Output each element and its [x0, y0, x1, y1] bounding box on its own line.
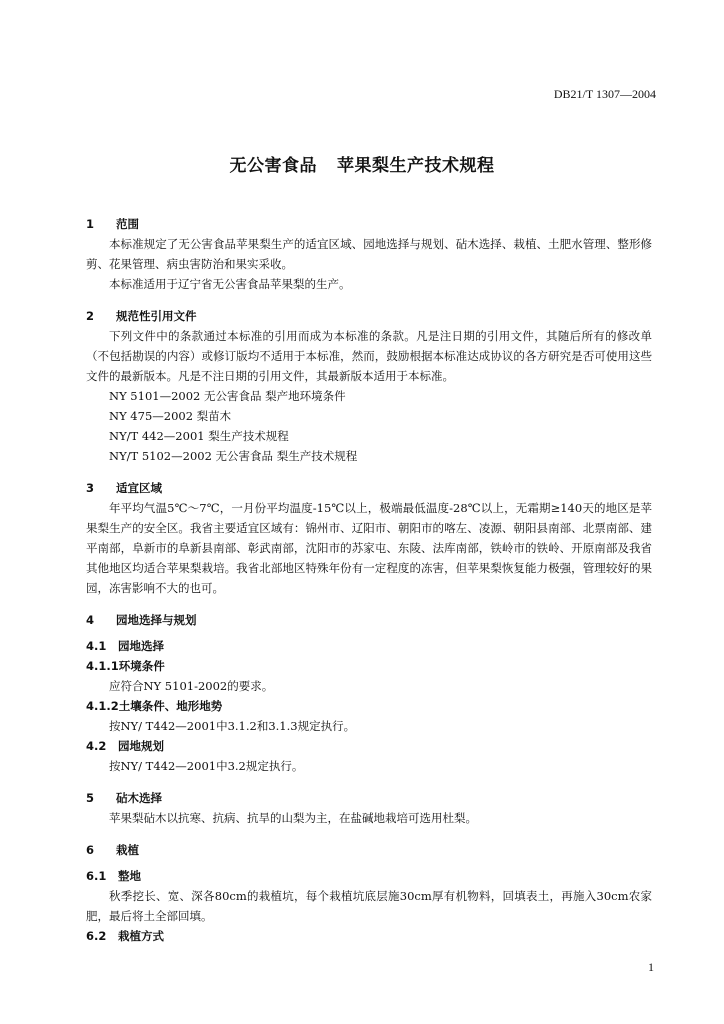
document-title [0, 151, 724, 176]
paragraph: 年平均气温5℃～7℃，一月份平均温度-15℃以上，极端最低温度-28℃以上，无霜期≥140天的地区是苹果梨生产的安全区。我省主要适宜区域有：锦州市、辽阳市、朝阳市的喀左、凌源、朝阳县南部、北票南部、建平南部，阜新市的阜新县南部、彰武南部，沈阳市的苏家屯、东陵、法库南部，铁岭市的铁岭、开原南部及我省其他地区均适合苹果梨栽培。我省北部地区特殊年份有一定程度的冻害，但苹果梨恢复能力极强，管理较好的果园，冻害影响不大的也可。 [86, 501, 652, 595]
paragraph: 苹果梨砧木以抗寒、抗病、抗旱的山梨为主，在盐碱地栽培可选用杜梨。 [109, 811, 477, 825]
subsection-title: 整地 [118, 869, 141, 883]
standard-number: DB21/T 1307—2004 [553, 87, 656, 101]
subsection-heading [86, 926, 652, 946]
section-title: 砧木选择 [116, 791, 162, 805]
section-heading [86, 306, 652, 326]
section-title: 范围 [116, 217, 139, 231]
subsection-heading [86, 656, 652, 676]
subsection-number: 4.1.2 [86, 699, 119, 713]
subsection-heading [86, 736, 652, 756]
document-body [86, 208, 652, 946]
section-number: 3 [86, 481, 95, 495]
paragraph: 应符合NY 5101-2002的要求。 [109, 679, 274, 693]
subsection-heading [86, 866, 652, 886]
subsection-number: 4.1 [86, 639, 107, 653]
paragraph: 按NY/ T442—2001中3.2规定执行。 [109, 759, 304, 773]
section-heading [86, 214, 652, 234]
section-heading [86, 840, 652, 860]
paragraph: 按NY/ T442—2001中3.1.2和3.1.3规定执行。 [109, 719, 356, 733]
section-heading [86, 788, 652, 808]
reference-item: NY 5101—2002 无公害食品 梨产地环境条件 [109, 389, 346, 403]
title-part2: 苹果梨生产技术规程 [337, 156, 495, 176]
section-number: 4 [86, 613, 95, 627]
reference-item: NY 475—2002 梨苗木 [109, 409, 232, 423]
reference-item: NY/T 5102—2002 无公害食品 梨生产技术规程 [109, 449, 358, 463]
section-heading [86, 610, 652, 630]
section-title: 适宜区域 [116, 481, 162, 495]
subsection-number: 6.2 [86, 929, 107, 943]
subsection-heading [86, 696, 652, 716]
reference-item: NY/T 442—2001 梨生产技术规程 [109, 429, 289, 443]
subsection-title: 土壤条件、地形地势 [118, 699, 223, 713]
title-part1: 无公害食品 [229, 156, 317, 176]
subsection-heading [86, 636, 652, 656]
paragraph: 秋季挖长、宽、深各80cm的栽植坑，每个栽植坑底层施30cm厚有机物料，回填表土，再施入30cm农家肥，最后将土全部回填。 [86, 889, 652, 923]
subsection-title: 栽植方式 [118, 929, 164, 943]
paragraph: 本标准适用于辽宁省无公害食品苹果梨的生产。 [109, 277, 351, 291]
paragraph: 本标准规定了无公害食品苹果梨生产的适宜区域、园地选择与规划、砧木选择、栽植、土肥水管理、整形修剪、花果管理、病虫害防治和果实采收。 [86, 237, 652, 271]
section-number: 6 [86, 843, 95, 857]
section-number: 5 [86, 791, 95, 805]
subsection-title: 环境条件 [118, 659, 165, 673]
page-number: 1 [648, 960, 654, 974]
subsection-title: 园地规划 [118, 739, 164, 753]
section-title: 栽植 [116, 843, 139, 857]
subsection-number: 6.1 [86, 869, 107, 883]
subsection-title: 园地选择 [118, 639, 164, 653]
section-title: 园地选择与规划 [116, 613, 197, 627]
section-number: 1 [86, 217, 95, 231]
section-title: 规范性引用文件 [116, 309, 197, 323]
section-heading [86, 478, 652, 498]
paragraph: 下列文件中的条款通过本标准的引用而成为本标准的条款。凡是注日期的引用文件，其随后所有的修改单（不包括勘误的内容）或修订版均不适用于本标准，然而，鼓励根据本标准达成协议的各方研究是否可使用这些文件的最新版本。凡是不注日期的引用文件，其最新版本适用于本标准。 [86, 329, 652, 383]
section-number: 2 [86, 309, 95, 323]
subsection-number: 4.1.1 [86, 659, 119, 673]
subsection-number: 4.2 [86, 739, 107, 753]
